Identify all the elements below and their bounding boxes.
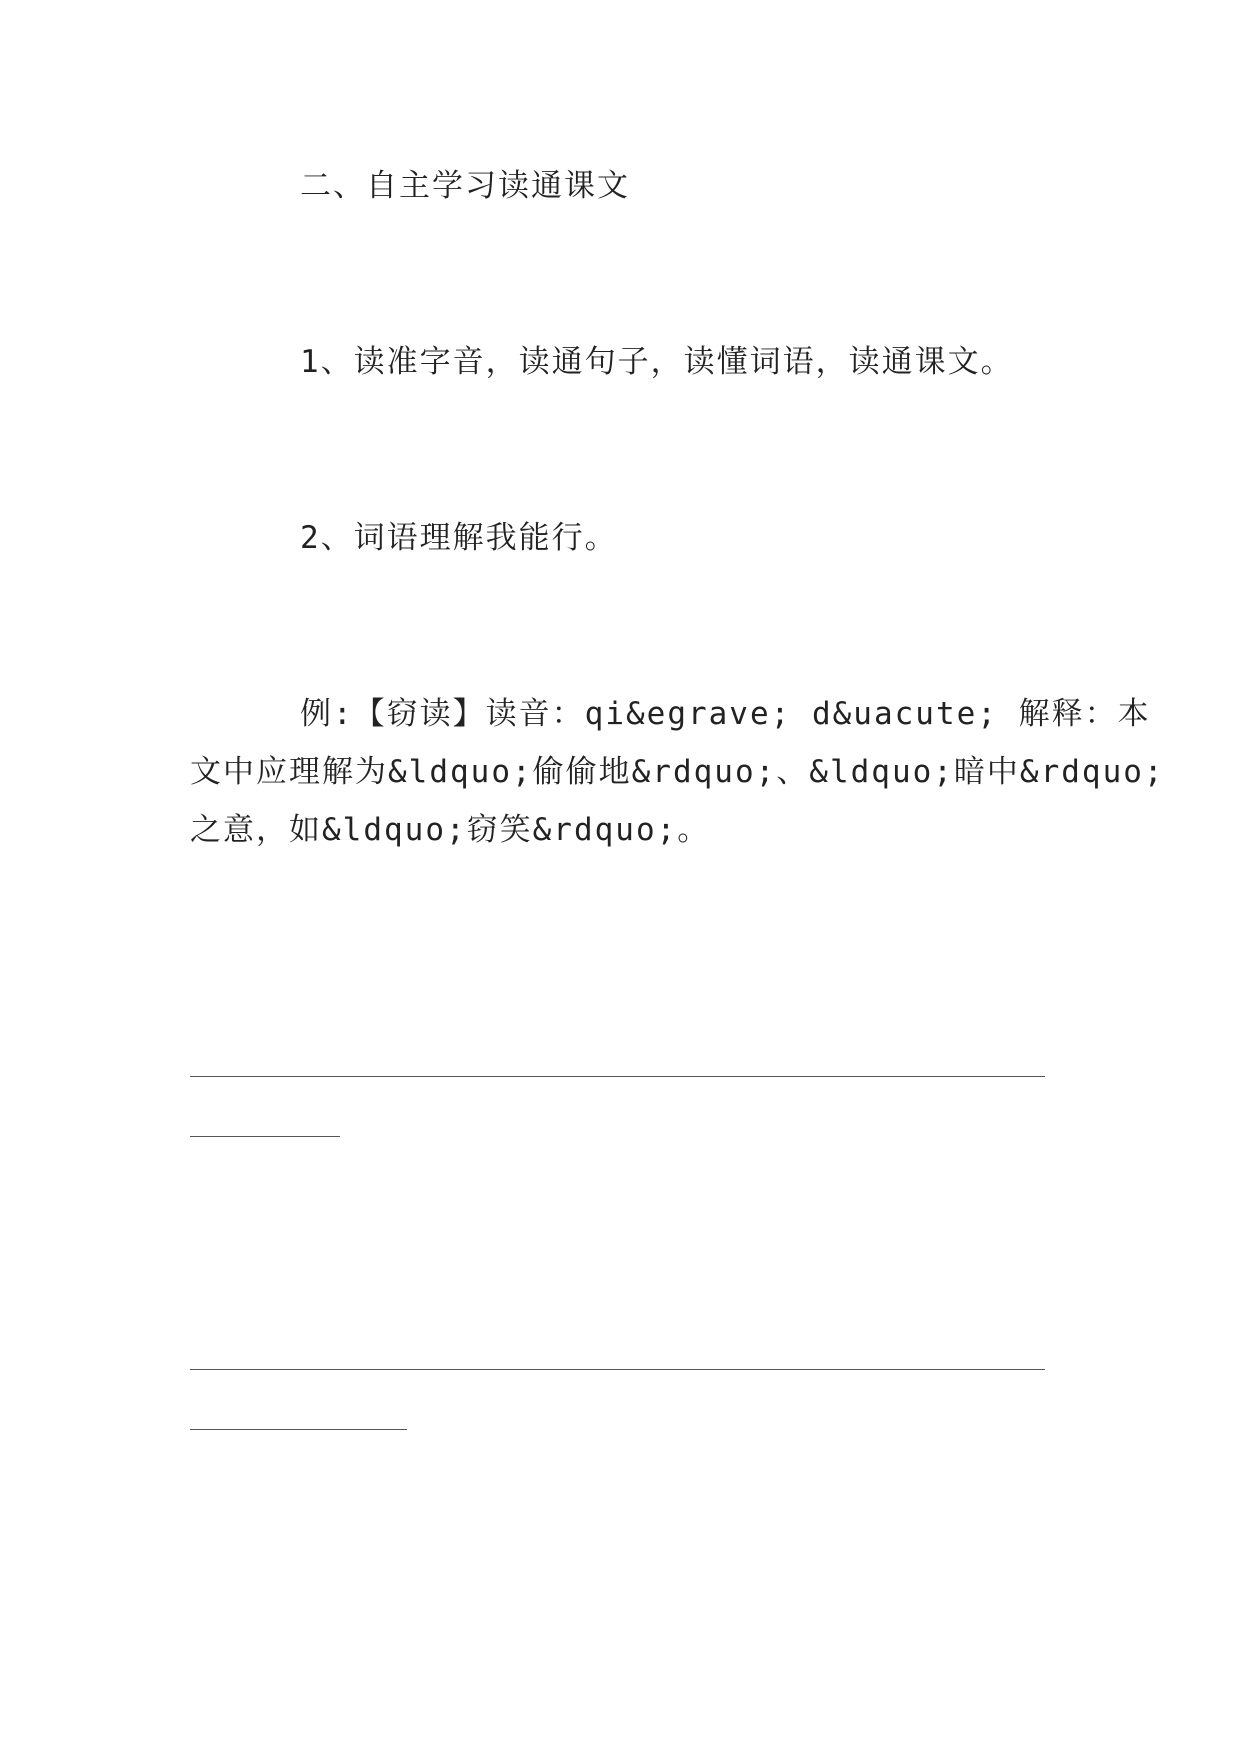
section-heading: 二、自主学习读通课文 [300,168,630,204]
example-line-1: 例:【窃读】读音：qi&egrave; d&uacute; 解释：本 [300,696,1151,732]
answer-blank-line [190,1076,1045,1077]
instruction-item-1: 1、读准字音，读通句子，读懂词语，读通课文。 [300,344,1014,380]
answer-blank-line [190,1429,407,1430]
answer-blank-line [190,1136,340,1137]
answer-blank-line [190,1369,1045,1370]
example-line-3: 之意，如&ldquo;窃笑&rdquo;。 [190,812,711,848]
example-line-2: 文中应理解为&ldquo;偷偷地&rdquo;、&ldquo;暗中&rdquo; [190,754,1165,790]
instruction-item-2: 2、词语理解我能行。 [300,520,618,556]
